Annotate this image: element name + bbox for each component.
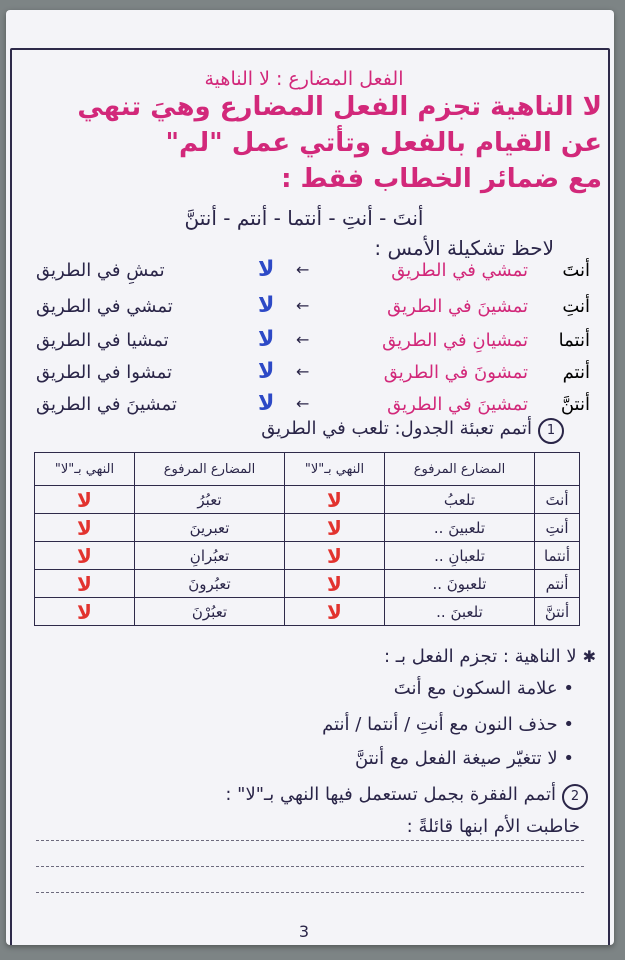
table-row <box>35 486 580 514</box>
table-header: النهي بـ"لا" <box>285 453 385 486</box>
note-text: علامة السكون مع أنتَ <box>393 678 558 699</box>
exercise-1-text: أتمم تعبئة الجدول: تلعب في الطريق <box>261 418 532 439</box>
example-pronoun: أنتم <box>562 362 590 383</box>
la-particle: لا <box>258 293 275 318</box>
example-row <box>20 327 590 360</box>
table-row <box>35 514 580 542</box>
table-header: المضارع المرفوع <box>384 453 534 486</box>
table-cell-verb[interactable]: تعبُرْنَ <box>134 598 284 626</box>
page-number: 3 <box>298 922 310 941</box>
table-cell-verb[interactable]: تلعبُ <box>384 486 534 514</box>
example-row <box>20 257 590 290</box>
table-cell-verb[interactable]: تعبُرونَ <box>134 570 284 598</box>
table-row <box>35 570 580 598</box>
table-cell-la[interactable]: لا <box>35 542 135 570</box>
note-text: حذف النون مع أنتِ / أنتما / أنتم <box>322 714 558 735</box>
note-item: • حذف النون مع أنتِ / أنتما / أنتم <box>322 714 574 735</box>
example-pronoun: أنتما <box>558 330 590 351</box>
note-text: لا تتغيّر صيغة الفعل مع أنتنَّ <box>354 748 558 769</box>
table-cell-la[interactable]: لا <box>285 486 385 514</box>
example-affirmative: تمشينَ في الطريق <box>387 394 528 415</box>
definition-line-1: لا الناهية تجزم الفعل المضارع وهيَ تنهي <box>77 92 602 122</box>
example-pronoun: أنتِ <box>562 296 590 317</box>
answer-line[interactable] <box>36 840 584 841</box>
answer-line[interactable] <box>36 892 584 893</box>
note-item: • علامة السكون مع أنتَ <box>393 678 574 699</box>
arrow-icon: ← <box>296 330 310 349</box>
worksheet-page <box>6 10 614 945</box>
arrow-icon: ← <box>296 394 310 413</box>
la-particle: لا <box>258 391 275 416</box>
table-header: المضارع المرفوع <box>134 453 284 486</box>
arrow-icon: ← <box>296 362 310 381</box>
notes-heading-text: لا الناهية : تجزم الفعل بـ : <box>383 646 577 667</box>
example-negated: تمشيا في الطريق <box>36 330 169 351</box>
example-negated: تمشينَ في الطريق <box>36 394 177 415</box>
example-affirmative: تمشي في الطريق <box>391 260 528 281</box>
example-affirmative: تمشينَ في الطريق <box>387 296 528 317</box>
exercise-1-table <box>34 452 580 626</box>
table-cell-la[interactable]: لا <box>285 570 385 598</box>
table-row <box>35 598 580 626</box>
table-header: النهي بـ"لا" <box>35 453 135 486</box>
table-cell-verb[interactable]: تلعبانِ .. <box>384 542 534 570</box>
table-row <box>35 542 580 570</box>
table-cell-la[interactable]: لا <box>35 486 135 514</box>
exercise-2-text: أتمم الفقرة بجمل تستعمل فيها النهي بـ"لا" : <box>225 784 556 805</box>
arrow-icon: ← <box>296 260 310 279</box>
table-cell-verb[interactable]: تعبُرانِ <box>134 542 284 570</box>
answer-line[interactable] <box>36 866 584 867</box>
exercise-1-instruction <box>261 418 564 444</box>
arrow-icon: ← <box>296 296 310 315</box>
table-cell-la[interactable]: لا <box>35 598 135 626</box>
example-row <box>20 293 590 326</box>
table-cell-la[interactable]: لا <box>285 598 385 626</box>
table-cell-la[interactable]: لا <box>35 570 135 598</box>
note-item: • لا تتغيّر صيغة الفعل مع أنتنَّ <box>354 748 574 769</box>
exercise-2-number: 2 <box>562 784 588 810</box>
table-cell-verb[interactable]: تعبُرُ <box>134 486 284 514</box>
example-negated: تمشي في الطريق <box>36 296 173 317</box>
example-negated: تمشِ في الطريق <box>36 260 165 281</box>
table-cell-la[interactable]: لا <box>35 514 135 542</box>
examples-intro: لاحظ تشكيلة الأمس : <box>374 236 554 260</box>
table-cell-la[interactable]: لا <box>285 542 385 570</box>
example-pronoun: أنتنَّ <box>560 394 590 415</box>
example-pronoun: أنتَ <box>562 260 590 281</box>
pronouns-line: أنتَ - أنتِ - أنتما - أنتم - أنتنَّ <box>184 206 424 230</box>
table-cell-pronoun: أنتَ <box>535 486 580 514</box>
table-cell-pronoun: أنتنَّ <box>535 598 580 626</box>
la-particle: لا <box>258 359 275 384</box>
table-cell-pronoun: أنتم <box>535 570 580 598</box>
example-negated: تمشوا في الطريق <box>36 362 173 383</box>
table-cell-verb[interactable]: تلعبنَ .. <box>384 598 534 626</box>
exercise-2-prompt: خاطبت الأم ابنها قائلةً : <box>406 816 580 837</box>
exercise-1-number: 1 <box>538 418 564 444</box>
table-cell-verb[interactable]: تلعبونَ .. <box>384 570 534 598</box>
example-row <box>20 359 590 392</box>
table-header <box>535 453 580 486</box>
example-affirmative: تمشيانِ في الطريق <box>382 330 528 351</box>
example-affirmative: تمشونَ في الطريق <box>383 362 528 383</box>
table-cell-la[interactable]: لا <box>285 514 385 542</box>
definition-line-2: عن القيام بالفعل وتأتي عمل "لم" <box>165 128 602 158</box>
page-title: الفعل المضارع : لا الناهية <box>204 68 404 90</box>
exercise-2-instruction <box>225 784 588 810</box>
table-header-row <box>35 453 580 486</box>
definition-line-3: مع ضمائر الخطاب فقط : <box>281 164 602 194</box>
la-particle: لا <box>258 257 275 282</box>
table-cell-verb[interactable]: تعبرينَ <box>134 514 284 542</box>
table-cell-pronoun: أنتما <box>535 542 580 570</box>
table-cell-verb[interactable]: تلعبينَ .. <box>384 514 534 542</box>
la-particle: لا <box>258 327 275 352</box>
notes-heading: ✱لا الناهية : تجزم الفعل بـ : <box>383 646 596 667</box>
table-cell-pronoun: أنتِ <box>535 514 580 542</box>
